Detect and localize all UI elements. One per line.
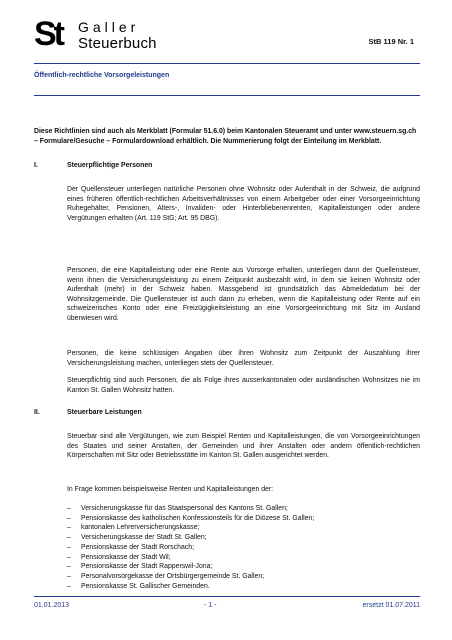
section-number: I.: [34, 162, 38, 169]
pension-fund-list: [67, 504, 420, 591]
intro-paragraph: Diese Richtlinien sind auch als Merkblatt (Formular 51.6.0) beim Kantonalen Steueramt und unter www.steuern.sg.ch – Formulare/Gesuche – Formulardownload erhältlich. Die Nummerierung folgt der Einteilung im Merkblatt.: [34, 128, 417, 145]
steuerbuch-logo: [34, 15, 157, 54]
list-item: – Pensionskasse der Stadt Rapperswil-Jona;: [67, 563, 213, 571]
list-item: – Versicherungskasse für das Staatspersonal des Kantons St. Gallen;: [67, 505, 288, 512]
section-title: Steuerbare Leistungen: [67, 409, 142, 416]
footer-date: 01.01.2013: [34, 602, 70, 609]
list-item-text: Versicherungskasse für das Staatspersonal des Kantons St. Gallen;: [81, 505, 288, 512]
list-item-text: Pensionskasse der Stadt Wil;: [81, 553, 171, 561]
list-item-text: Personalvorsorgekasse der Ortsbürgergemeinde St. Gallen;: [81, 572, 265, 580]
list-item: – Personalvorsorgekasse der Ortsbürgergemeinde St. Gallen;: [67, 572, 265, 580]
logo-galler: Galler: [78, 19, 140, 35]
list-item-text: Pensionskasse des katholischen Konfessionsteils für die Diözese St. Gallen;: [81, 514, 315, 522]
footer-rule: [34, 596, 420, 597]
list-item-text: Pensionskasse der Stadt Rapperswil-Jona;: [81, 563, 213, 571]
section-number: II.: [34, 409, 40, 416]
list-item-text: Versicherungskasse der Stadt St. Gallen;: [81, 534, 207, 542]
list-item: – kantonalen Lehrerversicherungskasse;: [67, 524, 200, 532]
logo-steuerbuch: Steuerbuch: [78, 35, 157, 52]
list-item-text: Pensionskasse der Stadt Rorschach;: [81, 543, 194, 551]
list-item: – Pensionskasse St. Gallischer Gemeinden.: [67, 582, 210, 590]
header-rule-top: [34, 63, 420, 64]
list-item: – Versicherungskasse der Stadt St. Gallen;: [67, 534, 207, 542]
section-title: Steuerpflichtige Personen: [67, 162, 153, 169]
paragraph: Steuerpflichtig sind auch Personen, die als Folge ihres ausserkantonalen oder ausländischen Wohnsitzes nie im Kanton St. Gallen Wohnsitz hatten.: [67, 377, 420, 394]
paragraph: Steuerbar sind alle Vergütungen, wie zum Beispiel Renten und Kapitalleistungen, die von Vorsorgeeinrichtungen des Staates und seiner Anstalten, der Gemeinden und ihrer Anstalten oder andern öffentlich-rechtlichen Körperschaften mit Sitz oder Betriebsstätte im Kanton St. Gallen ausgerichtet werden.: [67, 433, 420, 460]
list-item-text: kantonalen Lehrerversicherungskasse;: [81, 524, 200, 532]
logo-st: St: [34, 15, 62, 53]
list-item: – Pensionskasse der Stadt Rorschach;: [67, 543, 194, 551]
paragraph: Personen, die keine schlüssigen Angaben über ihren Wohnsitz zum Zeitpunkt der Auszahlung ihrer Versicherungsleistung machen, unterliegen stets der Quellensteuer.: [67, 350, 420, 367]
paragraph: Der Quellensteuer unterliegen natürliche Personen ohne Wohnsitz oder Aufenthalt in der Schweiz, die aufgrund eines früheren öffentlich-rechtlichen Arbeitsverhältnisses von einem Arbeitgeber oder einer Vorsorgeeinrichtung Ruhegehälter, Pensionen, Alters-, Invaliden- oder Hinterbliebenenrenten, Kapitalleistungen oder andere Vergütungen erhalten (Art. 119 StG; Art. 95 DBG).: [67, 186, 420, 222]
paragraph: In Frage kommen beispielsweise Renten und Kapitalleistungen der:: [67, 486, 274, 493]
list-item-text: Pensionskasse St. Gallischer Gemeinden.: [81, 582, 210, 590]
document-id: StB 119 Nr. 1: [368, 37, 414, 46]
header-rule-bottom: [34, 95, 420, 96]
footer-replaces: ersetzt 01.07.2011: [362, 602, 420, 609]
list-item: – Pensionskasse des katholischen Konfessionsteils für die Diözese St. Gallen;: [67, 514, 315, 522]
page-number: - 1 -: [204, 602, 217, 609]
paragraph: Personen, die eine Kapitalleistung oder eine Rente aus Vorsorge erhalten, unterliegen dann der Quellensteuer, wenn ihnen die Versicherungsleistung zu einem Zeitpunkt ausbezahlt wird, in dem sie keinen Wohnsitz oder Aufenthalt (mehr) in der Schweiz haben. Massgebend ist grundsätzlich das Abmeldedatum bei der Wohnsitzgemeinde. Die Quellensteuer ist auch dann zu erheben, wenn die Kapitalleistung oder Rente auf ein schweizerisches Konto oder eine Freizügigkeitsleistung an eine Vorsorgeeinrichtung mit Sitz im Ausland überwiesen wird.: [67, 267, 420, 322]
document-subject: Öffentlich-rechtliche Vorsorgeleistungen: [34, 72, 170, 79]
list-item: – Pensionskasse der Stadt Wil;: [67, 553, 171, 561]
